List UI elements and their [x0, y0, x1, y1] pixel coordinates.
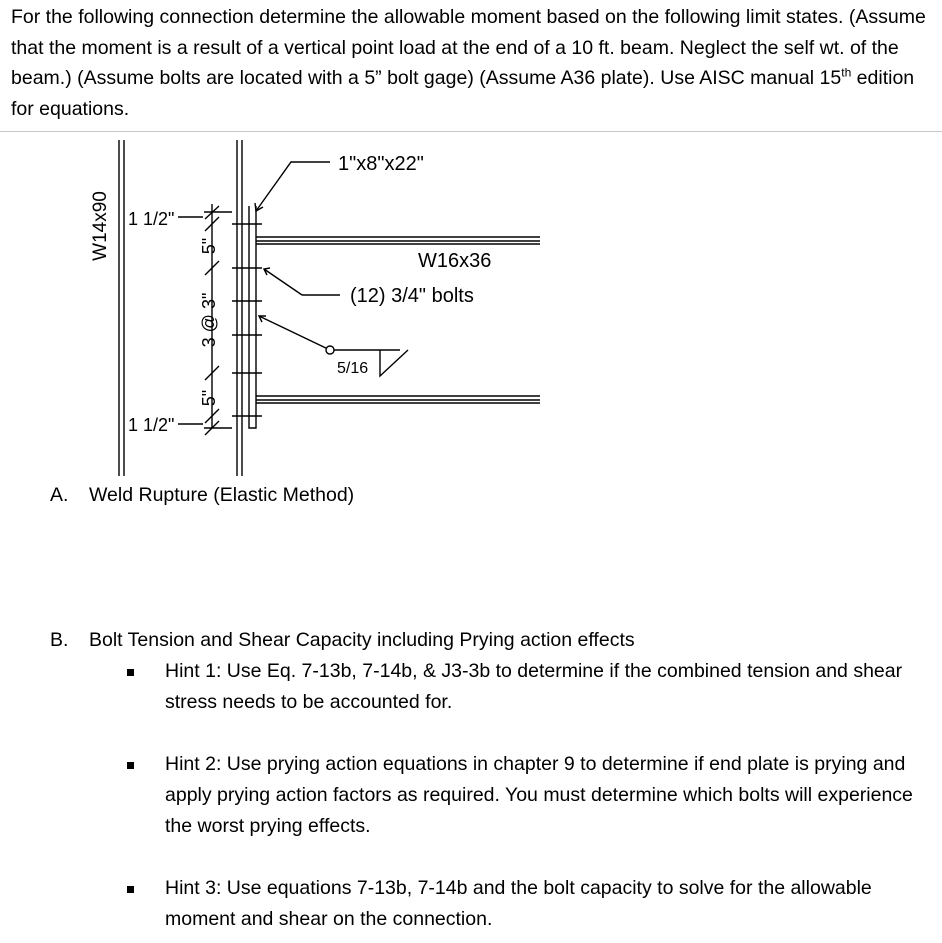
- plate-label: 1"x8"x22": [338, 153, 424, 175]
- bottom-edge-distance-label: 1 1/2": [128, 415, 175, 435]
- bolt-spacing-bottom-label: 5": [199, 389, 219, 407]
- weld-size-label: 5/16: [337, 360, 369, 377]
- problem-statement-text: For the following connection determine the allowable moment based on the following limit states. (Assume that the moment is a result of a vertical point load at the end of a 10 ft. beam. Neglect the self wt. of the beam.) (Assume bolts are located with a 5” bolt gage) (Assume A36 plate). Use AISC manual 15: [11, 6, 926, 90]
- weld-leader: [259, 316, 330, 350]
- hint-3: Hint 3: Use equations 7-13b, 7-14b and the bolt capacity to solve for the allowable moment and shear on the connection.: [165, 877, 872, 930]
- bolt-spacing-middle-label: 3 @ 3": [199, 292, 219, 348]
- bolts-label: (12) 3/4" bolts: [350, 285, 474, 307]
- section-b-letter: B.: [50, 629, 69, 651]
- plate-leader: [256, 162, 330, 211]
- fillet-weld-symbol: [380, 350, 408, 376]
- bullet-icon: [127, 886, 134, 893]
- problem-statement-end: edition for equations.: [11, 67, 915, 120]
- weld-all-around-icon: [326, 346, 334, 354]
- section-b-label: Bolt Tension and Shear Capacity including Prying action effects: [89, 629, 635, 651]
- hint-2: Hint 2: Use prying action equations in chapter 9 to determine if end plate is prying and apply prying action factors as required. You must determine which bolts will experience the worst prying effects.: [165, 753, 913, 837]
- hint-1: Hint 1: Use Eq. 7-13b, 7-14b, & J3-3b to determine if the combined tension and shear stress needs to be accounted for.: [165, 660, 903, 713]
- bolt-spacing-top-label: 5": [199, 237, 219, 255]
- bolts-leader: [264, 269, 302, 295]
- problem-statement: [11, 2, 936, 124]
- end-plate: [249, 206, 256, 428]
- section-a-label: Weld Rupture (Elastic Method): [89, 484, 355, 506]
- beam-label: W16x36: [418, 250, 492, 272]
- superscript-th: th: [841, 65, 852, 80]
- bullet-icon: [127, 762, 134, 769]
- section-a-letter: A.: [50, 484, 69, 506]
- connection-diagram: [0, 132, 600, 482]
- bullet-icon: [127, 669, 134, 676]
- column-label: W14x90: [90, 191, 111, 261]
- top-edge-distance-label: 1 1/2": [128, 209, 175, 229]
